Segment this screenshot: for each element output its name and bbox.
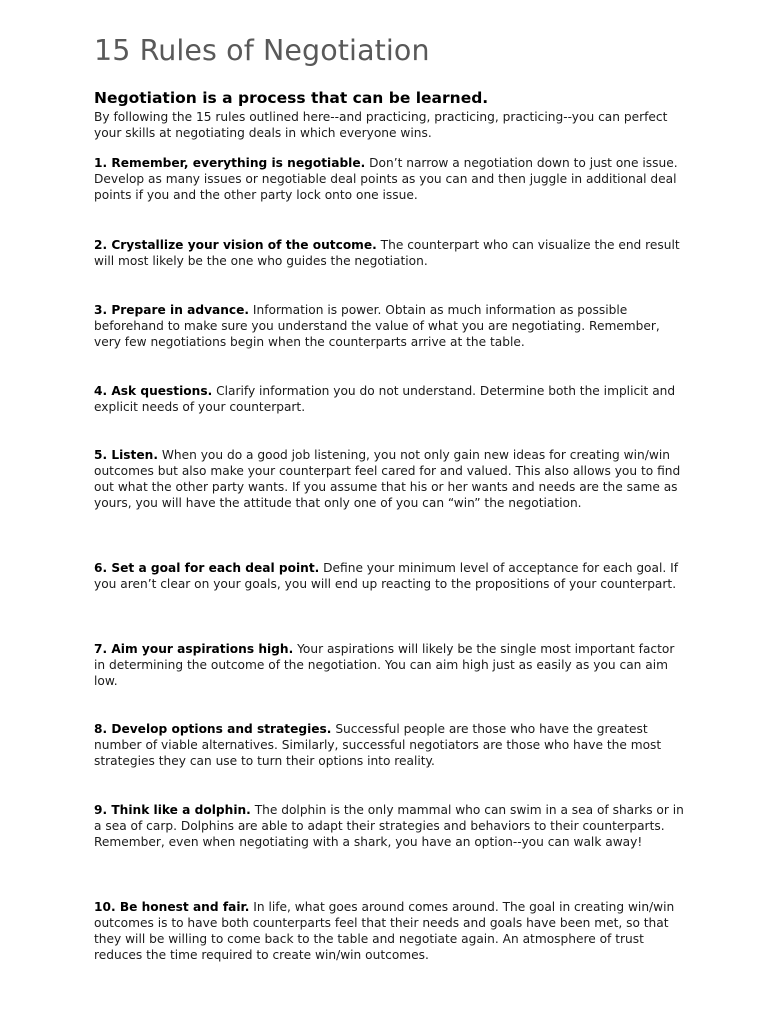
rule-4-body: Clarify information you do not understand. Determine both the implicit and explicit needs of your counterpart. — [94, 384, 676, 414]
rule-5-body: When you do a good job listening, you not only gain new ideas for creating win/win outcomes but also make your counterpart feel cared for and valued. This also allows you to find out what the other party wants. If you assume that his or her wants and needs are the same as yours, you will have the attitude that only one of you can “win” the negotiation. — [94, 448, 681, 510]
intro-paragraph: By following the 15 rules outlined here--and practicing, practicing, practicing--you can perfect your skills at negotiating deals in which everyone wins. — [94, 110, 668, 140]
rule-4-heading: 4. Ask questions. — [94, 384, 213, 398]
rule-2-body: The counterpart who can visualize the end result will most likely be the one who guides the negotiation. — [94, 238, 680, 268]
rule-10-body: In life, what goes around comes around. The goal in creating win/win outcomes is to have both counterparts feel that their needs and goals have been met, so that they will be willing to come back to the table and negotiate again. An atmosphere of trust reduces the time required to create win/win outcomes. — [94, 900, 675, 962]
rule-5 — [94, 447, 684, 511]
rule-3 — [94, 302, 684, 350]
rule-1-heading: 1. Remember, everything is negotiable. — [94, 156, 366, 170]
rule-8 — [94, 721, 684, 769]
rule-6 — [94, 560, 684, 592]
rule-6-body: Define your minimum level of acceptance for each goal. If you aren’t clear on your goals, you will end up reacting to the propositions of your counterpart. — [94, 561, 679, 591]
rule-8-heading: 8. Develop options and strategies. — [94, 722, 332, 736]
rule-6-heading: 6. Set a goal for each deal point. — [94, 561, 320, 575]
rule-2-heading: 2. Crystallize your vision of the outcome. — [94, 238, 377, 252]
rule-7 — [94, 641, 684, 689]
rule-7-body: Your aspirations will likely be the single most important factor in determining the outcome of the negotiation. You can aim high just as easily as you can aim low. — [94, 642, 675, 688]
rule-9-body: The dolphin is the only mammal who can swim in a sea of sharks or in a sea of carp. Dolphins are able to adapt their strategies and behaviors to their counterparts. Remember, even when negotiating with a shark, you have an option--you can walk away! — [94, 803, 684, 849]
rule-1 — [94, 155, 684, 203]
rule-7-heading: 7. Aim your aspirations high. — [94, 642, 294, 656]
rule-2 — [94, 237, 684, 269]
rule-3-heading: 3. Prepare in advance. — [94, 303, 250, 317]
rule-9 — [94, 802, 684, 850]
rule-1-body: Don’t narrow a negotiation down to just one issue. Develop as many issues or negotiable deal points as you can and then juggle in additional deal points if you and the other party lock onto one issue. — [94, 156, 678, 202]
rule-8-body: Successful people are those who have the greatest number of viable alternatives. Similarly, successful negotiators are those who have the most strategies they can use to turn their options into reality. — [94, 722, 662, 768]
rule-10-heading: 10. Be honest and fair. — [94, 900, 250, 914]
page-subtitle: Negotiation is a process that can be learned. — [94, 89, 489, 107]
rule-5-heading: 5. Listen. — [94, 448, 158, 462]
rule-9-heading: 9. Think like a dolphin. — [94, 803, 251, 817]
rule-10 — [94, 899, 684, 963]
rule-3-body: Information is power. Obtain as much information as possible beforehand to make sure you understand the value of what you are negotiating. Remember, very few negotiations begin when the counterparts arrive at the table. — [94, 303, 660, 349]
rule-4 — [94, 383, 684, 415]
page-title: 15 Rules of Negotiation — [94, 34, 430, 67]
